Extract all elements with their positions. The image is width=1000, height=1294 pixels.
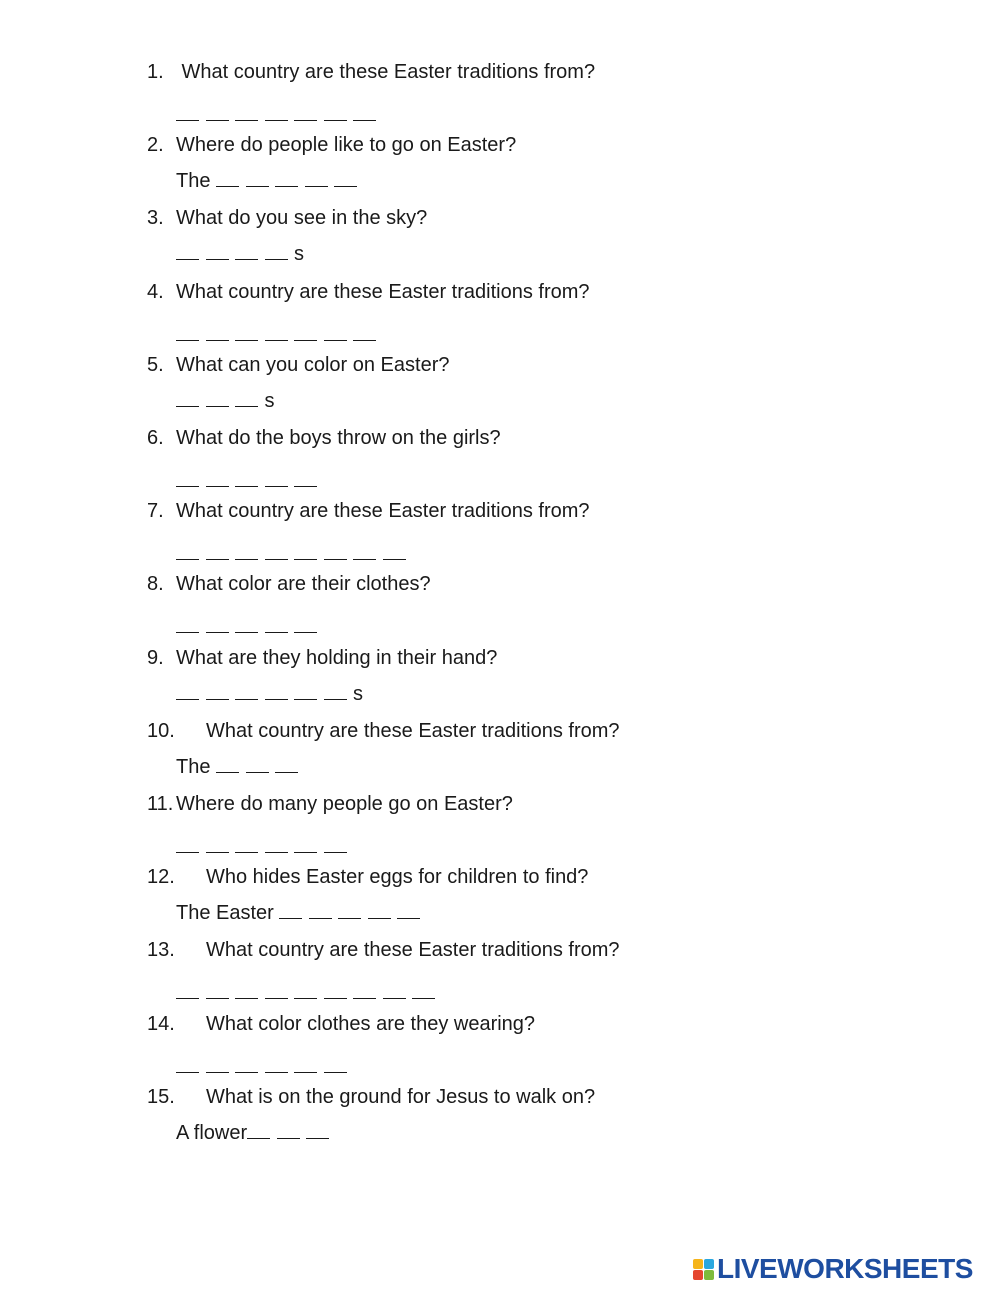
question-text: What is on the ground for Jesus to walk on? [206,1086,596,1108]
answer-blank[interactable] [324,547,347,560]
answer-blank[interactable] [206,394,229,407]
question-number: 12. [147,866,175,888]
answer-blank[interactable] [235,620,258,633]
answer-blank[interactable] [176,547,199,560]
answer-blank[interactable] [206,840,229,853]
answer-line-3[interactable] [176,242,304,266]
answer-suffix: s [353,683,363,705]
answer-blank[interactable] [235,474,258,487]
answer-blank[interactable] [294,1060,317,1073]
question-11 [147,792,513,816]
answer-blank[interactable] [176,620,199,633]
answer-blank[interactable] [265,986,288,999]
answer-line-7[interactable] [176,542,412,566]
question-text: What country are these Easter traditions from? [206,720,620,742]
answer-blank[interactable] [265,687,288,700]
question-12 [147,865,588,889]
question-14 [147,1012,535,1036]
answer-blank[interactable] [265,547,288,560]
answer-blank[interactable] [235,687,258,700]
question-text: What country are these Easter traditions from? [206,939,620,961]
answer-blank[interactable] [294,620,317,633]
answer-blank[interactable] [206,986,229,999]
question-text: Where do people like to go on Easter? [176,134,517,156]
answer-blank[interactable] [265,328,288,341]
answer-blank[interactable] [324,687,347,700]
question-number: 11. [147,793,174,815]
question-number: 6. [147,427,164,449]
answer-blank[interactable] [279,906,302,919]
question-number: 5. [147,354,164,376]
answer-blank[interactable] [176,474,199,487]
answer-line-2[interactable] [176,169,364,193]
question-1 [147,60,595,84]
question-7 [147,499,590,523]
answer-blank[interactable] [368,906,391,919]
answer-blank[interactable] [305,174,328,187]
answer-line-13[interactable] [176,981,442,1005]
answer-blank[interactable] [294,547,317,560]
question-3 [147,206,427,230]
question-text: What do you see in the sky? [176,207,428,229]
answer-blank[interactable] [176,1060,199,1073]
answer-blank[interactable] [235,108,258,121]
answer-blank[interactable] [294,474,317,487]
answer-blank[interactable] [353,986,376,999]
answer-blank[interactable] [306,1126,329,1139]
answer-line-12[interactable] [176,901,427,925]
answer-blank[interactable] [206,1060,229,1073]
question-text: What can you color on Easter? [176,354,450,376]
answer-blank[interactable] [294,840,317,853]
answer-blank[interactable] [216,174,239,187]
logo-square-3 [693,1270,703,1280]
answer-blank[interactable] [206,328,229,341]
answer-blank[interactable] [294,108,317,121]
question-number: 2. [147,134,164,156]
question-13 [147,938,620,962]
answer-blank[interactable] [206,247,229,260]
question-text: What country are these Easter traditions from? [176,61,596,83]
answer-blank[interactable] [338,906,361,919]
answer-blank[interactable] [265,247,288,260]
question-number: 15. [147,1086,175,1108]
answer-blank[interactable] [294,986,317,999]
answer-line-14[interactable] [176,1055,353,1079]
answer-blank[interactable] [324,328,347,341]
question-text: What color are their clothes? [176,573,431,595]
answer-blank[interactable] [176,108,199,121]
question-number: 14. [147,1013,175,1035]
logo-square-2 [704,1259,714,1269]
answer-line-9[interactable] [176,682,363,706]
liveworksheets-logo [693,1254,973,1284]
answer-line-8[interactable] [176,615,324,639]
answer-blank[interactable] [294,687,317,700]
answer-blank[interactable] [324,986,347,999]
question-text: What do the boys throw on the girls? [176,427,501,449]
answer-line-5[interactable] [176,389,275,413]
question-number: 10. [147,720,175,742]
answer-suffix: s [294,243,304,265]
answer-suffix: s [264,390,275,412]
answer-blank[interactable] [383,986,406,999]
answer-blank[interactable] [235,247,258,260]
answer-prefix: The Easter [176,902,280,924]
answer-line-15[interactable] [176,1121,336,1145]
answer-blank[interactable] [294,328,317,341]
answer-blank[interactable] [353,108,376,121]
answer-blank[interactable] [235,547,258,560]
answer-blank[interactable] [265,620,288,633]
logo-square-4 [704,1270,714,1280]
question-2 [147,133,516,157]
answer-blank[interactable] [265,1060,288,1073]
answer-blank[interactable] [246,760,269,773]
answer-blank[interactable] [275,760,298,773]
answer-blank[interactable] [176,986,199,999]
answer-blank[interactable] [176,247,199,260]
question-9 [147,646,497,670]
question-text: What country are these Easter traditions from? [176,281,590,303]
question-number: 7. [147,500,164,522]
liveworksheets-logo-icon [693,1259,714,1280]
question-15 [147,1085,595,1109]
question-text: Where do many people go on Easter? [176,793,513,815]
answer-line-4[interactable] [176,323,383,347]
answer-blank[interactable] [246,174,269,187]
question-8 [147,572,431,596]
answer-blank[interactable] [353,328,376,341]
answer-blank[interactable] [235,394,258,407]
answer-line-11[interactable] [176,835,353,859]
answer-blank[interactable] [206,108,229,121]
answer-blank[interactable] [176,394,199,407]
question-number: 13. [147,939,175,961]
answer-blank[interactable] [265,474,288,487]
answer-blank[interactable] [309,906,332,919]
answer-blank[interactable] [216,760,239,773]
question-6 [147,426,501,450]
question-number: 1. [147,61,164,83]
answer-blank[interactable] [176,687,199,700]
answer-blank[interactable] [383,547,406,560]
answer-prefix: The [176,756,217,778]
answer-blank[interactable] [265,840,288,853]
question-text: What color clothes are they wearing? [206,1013,536,1035]
answer-prefix: A flower [176,1122,248,1144]
question-number: 8. [147,573,164,595]
answer-blank[interactable] [324,1060,347,1073]
answer-blank[interactable] [235,840,258,853]
question-text: What are they holding in their hand? [176,647,498,669]
answer-blank[interactable] [275,174,298,187]
question-text: What country are these Easter traditions from? [176,500,590,522]
logo-text: LIVEWORKSHEETS [717,1253,973,1284]
question-4 [147,280,590,304]
question-number: 9. [147,647,164,669]
logo-square-1 [693,1259,703,1269]
answer-blank[interactable] [235,1060,258,1073]
answer-blank[interactable] [235,986,258,999]
answer-prefix: The [176,170,217,192]
answer-blank[interactable] [324,108,347,121]
question-5 [147,353,449,377]
answer-blank[interactable] [334,174,357,187]
answer-blank[interactable] [324,840,347,853]
answer-blank[interactable] [176,328,199,341]
answer-blank[interactable] [206,620,229,633]
answer-blank[interactable] [176,840,199,853]
answer-blank[interactable] [353,547,376,560]
answer-blank[interactable] [412,986,435,999]
question-10 [147,719,620,743]
answer-line-6[interactable] [176,469,324,493]
answer-line-10[interactable] [176,755,305,779]
answer-blank[interactable] [247,1126,270,1139]
answer-blank[interactable] [397,906,420,919]
answer-blank[interactable] [265,108,288,121]
question-number: 3. [147,207,164,229]
answer-line-1[interactable] [176,103,383,127]
answer-blank[interactable] [277,1126,300,1139]
answer-blank[interactable] [206,547,229,560]
answer-blank[interactable] [206,687,229,700]
answer-blank[interactable] [206,474,229,487]
answer-blank[interactable] [235,328,258,341]
question-number: 4. [147,281,164,303]
question-text: Who hides Easter eggs for children to find? [206,866,589,888]
